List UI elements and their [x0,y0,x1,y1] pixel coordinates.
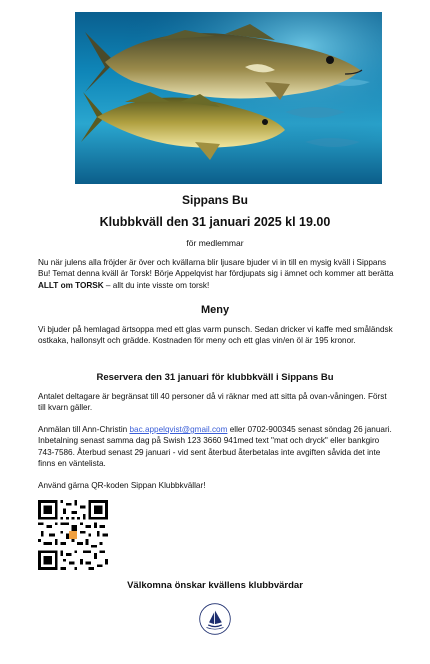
event-title: Klubbkväll den 31 januari 2025 kl 19.00 [99,215,331,229]
qr-code[interactable] [38,500,108,570]
hero-image [75,12,382,184]
audience-note: för medlemmar [186,238,244,248]
menu-heading: Meny [200,304,230,316]
menu-paragraph: Vi bjuder på hemlagad ärtsoppa med ett glas varm punsch. Sedan dricker vi kaffe med småländsk ostkaka, hallonsylt och grädde. Kostnaden för meny och ett glas vin/en öl är 195 kronor. [38,325,393,346]
signup-paragraph: Anmälan till Ann-Christin bac.appelqvist@gmail.com eller 0702-900345 senast söndag 26 januari. Inbetalning senast samma dag på Swish 123 3660 941med text "mat och dryck" eller bankgiro 743-7586. Återbud senast 29 januari - vid sent återbud återbetalas inte avgiften såvida det inte finns en väntelista. [38,425,392,468]
venue-title: Sippans Bu [181,193,248,207]
intro-bold-topic: ALLT om TORSK [38,280,104,290]
cod-fish-illustration [75,12,382,184]
qr-note: Använd gärna QR-koden Sippan Klubbkvällar! [38,481,206,490]
reservation-heading: Reservera den 31 januari för klubbkväll i Sippans Bu [96,372,334,383]
intro-paragraph: Nu när julens alla fröjder är över och kvällarna blir ljusare bjuder vi in till en mysig kväll i Sippans Bu! Temat denna kväll är Torsk! Börje Appelqvist har fördjupats sig i ämnet och kommer att berätta ALLT om TORSK – allt du inte visste om torsk! [38,258,394,290]
closing-greeting: Välkomna önskar kvällens klubbvärdar [127,580,303,591]
club-logo [198,602,232,636]
capacity-paragraph: Antalet deltagare är begränsat till 40 personer då vi räknar med att sitta på ovan-våningen. Först till kvarn gäller. [38,392,387,413]
email-link[interactable]: bac.appelqvist@gmail.com [129,425,228,434]
